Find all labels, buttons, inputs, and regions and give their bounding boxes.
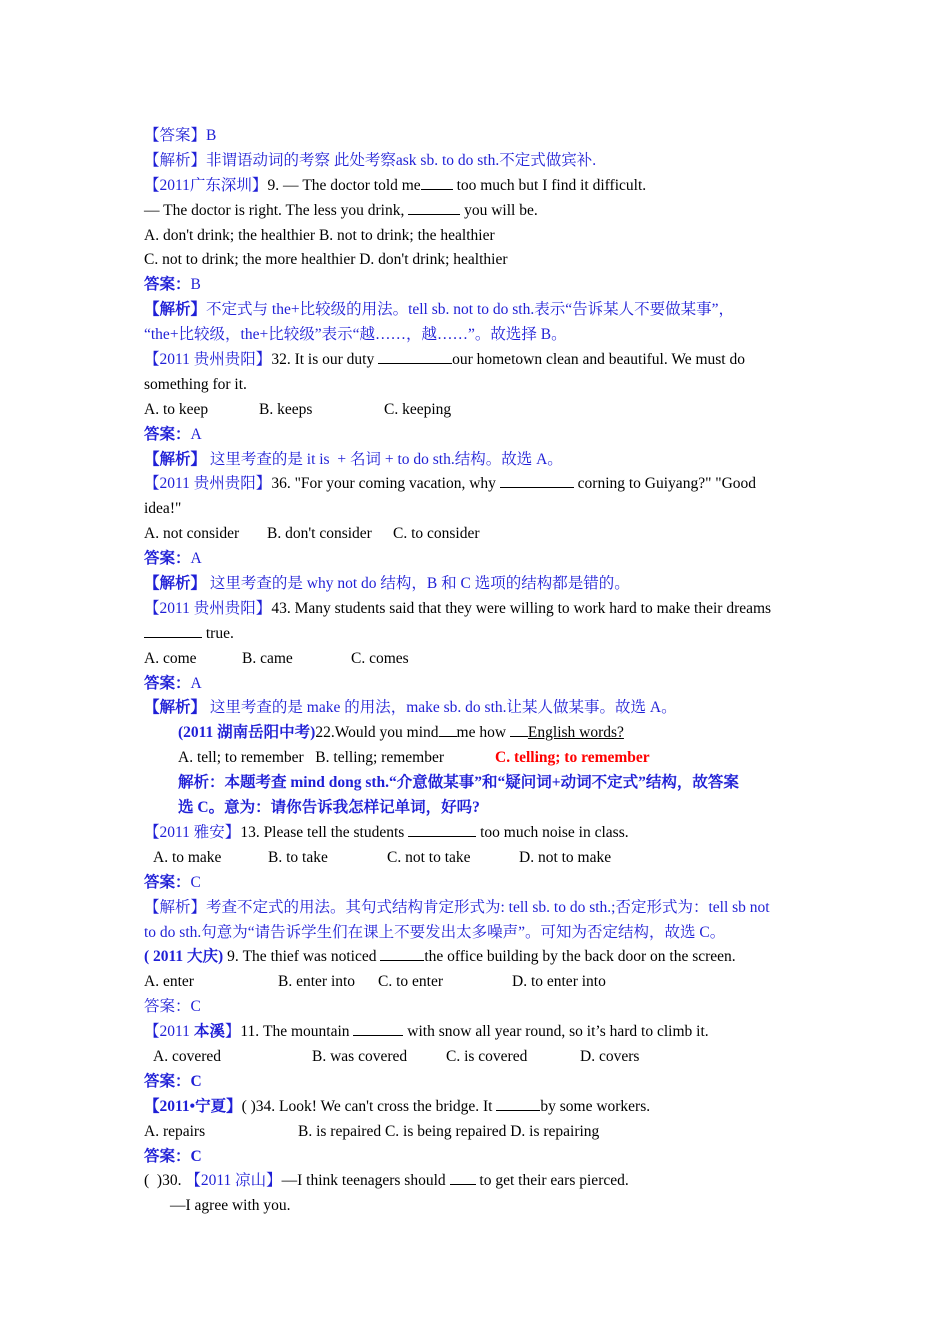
answer-text: 答案：C: [144, 1147, 202, 1165]
source-tag: 【2011•宁夏】: [144, 1097, 242, 1115]
options-line: [144, 647, 808, 672]
analysis-text: 不定式与 the+比较级的用法。tell sb. not to do sth.表示“告诉某人不要做某事”，: [206, 301, 734, 319]
answer-blank: [439, 721, 457, 737]
question-text: corning to Guiyang?" "Good: [573, 475, 757, 493]
analysis-text: to do sth.句意为“请告诉学生们在课上不要发出太多噪声”。可知为否定结构，故选 C。: [144, 923, 726, 941]
question-text: 11. The mountain: [240, 1023, 354, 1041]
option-c: C. to enter: [378, 973, 443, 991]
analysis-label: 【解析】: [144, 575, 207, 593]
answer-line: [144, 547, 808, 572]
analysis-text: 这里考查的是 make 的用法，make sb. do sth.让某人做某事。故选 A。: [206, 699, 677, 717]
options-line: [144, 398, 808, 423]
source-tag: 本溪: [193, 1023, 225, 1041]
source-tag: 【2011 贵州贵阳】: [144, 475, 272, 493]
option-d: D. covers: [580, 1047, 640, 1065]
question-line: [144, 348, 808, 373]
answer-line: [144, 1145, 808, 1170]
answer-label: 答案：: [144, 276, 191, 294]
question-text: —I agree with you.: [170, 1197, 291, 1215]
answer-text: 答案：C: [144, 998, 201, 1016]
analysis-label: 【解析】: [144, 301, 207, 319]
option-b: B. enter into: [278, 973, 356, 991]
option-b: B. keeps: [259, 400, 313, 418]
analysis-label: 【解析】: [144, 699, 207, 717]
question-line: [144, 497, 808, 522]
source-tag: 【2011: [144, 1023, 194, 1041]
option-a: A. repairs: [144, 1122, 206, 1140]
question-text: ( )34. Look! We can't cross the bridge. It: [241, 1097, 497, 1115]
source-tag: ( 2011 大庆): [144, 948, 224, 966]
answer-line: [144, 124, 808, 149]
analysis-text: 这里考查的是 why not do 结构，B 和 C 选项的结构都是错的。: [206, 575, 630, 593]
answer-text: 答案：C: [144, 1072, 202, 1090]
answer-blank: [408, 199, 460, 215]
question-line: [144, 945, 808, 970]
options-text: B. is repaired C. is being repaired D. is repairing: [298, 1122, 600, 1140]
question-line: [144, 1169, 808, 1194]
question-text: our hometown clean and beautiful. We must do: [452, 351, 745, 369]
question-text: 13. Please tell the students: [240, 823, 409, 841]
question-text: 36. "For your coming vacation, why: [271, 475, 500, 493]
analysis-label: 【解析】: [144, 450, 207, 468]
answer-blank: [144, 622, 202, 638]
question-text: idea!": [144, 500, 182, 518]
question-text: true.: [202, 624, 234, 642]
analysis-line: [144, 796, 808, 821]
analysis-line: [144, 771, 808, 796]
answer-value: C: [190, 873, 201, 891]
analysis-line: [144, 572, 808, 597]
correct-option: C. telling; to remember: [495, 749, 650, 767]
analysis-text: 选 C。意为：请你告诉我怎样记单词，好吗?: [178, 799, 480, 817]
question-line: [144, 472, 808, 497]
option-c: C. is covered: [446, 1047, 528, 1065]
options-line: [144, 1045, 808, 1070]
answer-blank: [380, 945, 424, 961]
option-d: D. to enter into: [512, 973, 606, 991]
question-text: 43. Many students said that they were willing to work hard to make their dreams: [271, 599, 772, 617]
option-a: A. to make: [153, 848, 222, 866]
analysis-line: [144, 323, 808, 348]
question-text: —I think teenagers should: [281, 1172, 450, 1190]
answer-blank: [421, 174, 453, 190]
analysis-text: 解析：本题考查 mind dong sth.“介意做某事”和“疑问词+动词不定式”结构，故答案: [178, 774, 739, 792]
analysis-text: 【解析】考查不定式的用法。其句式结构肯定形式为: tell sb. to do sth.;否定形式为：tell sb not: [144, 898, 770, 916]
option-b: B. came: [242, 649, 293, 667]
option-a: A. not consider: [144, 525, 240, 543]
option-a: A. covered: [153, 1047, 221, 1065]
answer-label: 答案：: [144, 550, 191, 568]
analysis-line: [144, 298, 808, 323]
answer-line: [144, 871, 808, 896]
question-line: [144, 174, 808, 199]
question-text: — The doctor is right. The less you drink,: [144, 201, 409, 219]
analysis-line: [144, 149, 808, 174]
answer-text: 【答案】B: [144, 127, 217, 144]
question-text: English words?: [527, 724, 624, 742]
source-tag: 】: [224, 1023, 241, 1041]
option-b: B. to take: [268, 848, 328, 866]
question-text: 32. It is our duty: [271, 351, 379, 369]
source-tag: 【2011 贵州贵阳】: [144, 599, 272, 617]
source-tag: 【2011 凉山】: [185, 1172, 282, 1190]
answer-blank: [500, 472, 574, 488]
answer-line: [144, 1070, 808, 1095]
answer-value: A: [190, 674, 202, 692]
question-line: [144, 721, 808, 746]
options-text: A. tell; to remember B. telling; remember: [178, 749, 445, 767]
options-line: [144, 1120, 808, 1145]
source-tag: (2011 湖南岳阳中考): [178, 724, 316, 742]
option-a: A. to keep: [144, 400, 209, 418]
option-c: C. keeping: [384, 400, 452, 418]
question-text: too much but I find it difficult.: [452, 176, 647, 194]
answer-blank: [450, 1169, 476, 1185]
question-text: you will be.: [460, 201, 538, 219]
question-text: with snow all year round, so it’s hard to climb it.: [403, 1023, 709, 1041]
answer-blank: [510, 721, 528, 737]
source-tag: 【2011广东深圳】: [144, 176, 268, 194]
option-c: C. not to take: [387, 848, 471, 866]
option-b: B. was covered: [312, 1047, 408, 1065]
options-line: [144, 522, 808, 547]
answer-label: 答案：: [144, 425, 191, 443]
option-b: B. don't consider: [267, 525, 372, 543]
question-text: the office building by the back door on the screen.: [424, 948, 736, 966]
answer-blank: [496, 1095, 540, 1111]
analysis-text: 这里考查的是 it is + 名词 + to do sth.结构。故选 A。: [206, 450, 563, 468]
answer-label: 答案：: [144, 873, 191, 891]
options-line: [144, 248, 808, 273]
question-line: [144, 199, 808, 224]
answer-value: A: [190, 425, 202, 443]
question-text: ( )30.: [144, 1172, 186, 1190]
question-text: 22.Would you mind: [315, 724, 439, 742]
question-line: [144, 373, 808, 398]
question-text: me how: [456, 724, 510, 742]
question-text: 9. The thief was noticed: [223, 948, 381, 966]
options-line: [144, 846, 808, 871]
answer-value: B: [190, 276, 201, 294]
answer-blank: [353, 1020, 403, 1036]
analysis-line: [144, 896, 808, 921]
options-line: [144, 224, 808, 249]
options-line: [144, 970, 808, 995]
answer-blank: [378, 348, 452, 364]
answer-line: [144, 273, 808, 298]
analysis-line: [144, 448, 808, 473]
question-line: [144, 1020, 808, 1045]
source-tag: 【2011 贵州贵阳】: [144, 351, 272, 369]
question-line: [144, 622, 808, 647]
answer-value: A: [190, 550, 202, 568]
question-text: to get their ears pierced.: [475, 1172, 629, 1190]
option-d: D. not to make: [519, 848, 612, 866]
question-text: by some workers.: [540, 1097, 651, 1115]
options-text: C. not to drink; the more healthier D. don't drink; healthier: [144, 251, 508, 269]
option-c: C. to consider: [393, 525, 480, 543]
option-a: A. enter: [144, 973, 194, 991]
question-text: 9. — The doctor told me: [267, 176, 421, 194]
option-c: C. comes: [351, 649, 409, 667]
answer-label: 答案：: [144, 674, 191, 692]
question-text: something for it.: [144, 375, 247, 393]
source-tag: 【2011 雅安】: [144, 823, 241, 841]
answer-blank: [408, 821, 476, 837]
option-a: A. come: [144, 649, 197, 667]
document-body: [144, 124, 808, 1219]
question-line: [144, 821, 808, 846]
question-text: too much noise in class.: [476, 823, 629, 841]
analysis-line: [144, 921, 808, 946]
answer-line: [144, 995, 808, 1020]
answer-line: [144, 672, 808, 697]
answer-line: [144, 423, 808, 448]
analysis-text: “the+比较级，the+比较级”表示“越……，越……”。故选择 B。: [144, 326, 567, 344]
options-text: A. don't drink; the healthier B. not to drink; the healthier: [144, 226, 495, 244]
analysis-line: [144, 696, 808, 721]
options-line: [144, 746, 808, 771]
analysis-text: 【解析】非谓语动词的考察 此处考察ask sb. to do sth.不定式做宾补.: [144, 151, 597, 169]
question-line: [144, 597, 808, 622]
question-line: [144, 1095, 808, 1120]
question-line: [144, 1194, 808, 1219]
